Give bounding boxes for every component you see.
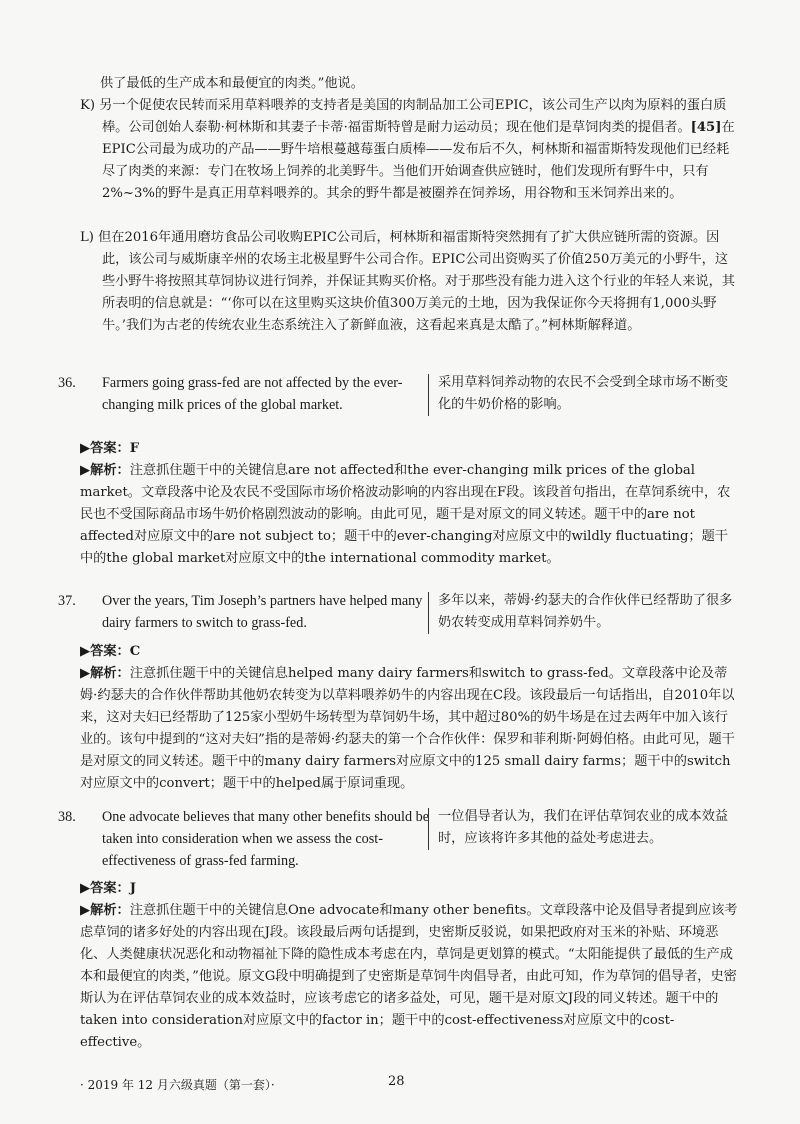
question-36-text: Farmers going grass-fed are not affected by the ever-changing milk prices of the global market. bbox=[102, 375, 403, 413]
paragraph-l bbox=[80, 227, 740, 337]
paragraph-l-label: L) bbox=[80, 230, 94, 245]
question-37-answer bbox=[80, 641, 140, 663]
question-38-answer bbox=[80, 878, 136, 900]
intro-line: 供了最低的生产成本和最便宜的肉类。”他说。 bbox=[100, 76, 364, 91]
answer-label: ▶答案： bbox=[80, 881, 130, 896]
question-37-cn: 多年以来，蒂姆·约瑟夫的合作伙伴已经帮助了很多奶农转变成用草料饲养奶牛。 bbox=[438, 593, 733, 630]
question-37-text: Over the years, Tim Joseph’s partners have helped many dairy farmers to switch to grass-fed. bbox=[102, 593, 423, 631]
analysis-label: ▶解析： bbox=[80, 463, 130, 478]
question-36-en bbox=[58, 372, 432, 416]
question-36-number: 36. bbox=[58, 375, 76, 391]
question-36-divider bbox=[428, 374, 429, 416]
analysis-label: ▶解析： bbox=[80, 666, 130, 681]
question-36-analysis bbox=[80, 460, 740, 570]
question-38-en bbox=[58, 806, 432, 872]
analysis-label: ▶解析： bbox=[80, 903, 130, 918]
analysis-text: 注意抓住题干中的关键信息are not affected和the ever-changing milk prices of the global market。文章段落中论及农民不受国际市场价格波动影响的内容出现在F段。该段首句指出，在草饲系统中，农民也不受国际商品市场牛奶价格剧烈波动的影响。由此可见，题干是对原文的同义转述。题干中的are not affected对应原文中的are not subject to；题干中的ever-changing对应原文中的wildly fluctuating；题干中的the global market对应原文中的the international commodity market。 bbox=[80, 463, 731, 566]
page-number: 28 bbox=[388, 1074, 405, 1089]
paragraph-k-text-b: 在EPIC公司最为成功的产品——野牛培根蔓越莓蛋白质棒——发布后不久，柯林斯和福雷斯特发现他们已经耗尽了肉类的来源：专门在牧场上饲养的北美野牛。当他们开始调查供应链时，他们发现所有野牛中，只有2%~3%的野牛是真正用草料喂养的。其余的野牛都是被圈养在饲养场，用谷物和玉米饲养出来的。 bbox=[102, 120, 735, 201]
answer-value: F bbox=[129, 441, 140, 456]
paragraph-l-text: 但在2016年通用磨坊食品公司收购EPIC公司后，柯林斯和福雷斯特突然拥有了扩大供应链所需的资源。因此，该公司与威斯康辛州的农场主北极星野牛公司合作。EPIC公司出资购买了价值250万美元的小野牛，这些小野牛将按照其草饲协议进行饲养，并保证其购买价格。对于那些没有能力进入这个行业的年轻人来说，其所表明的信息就是：“‘你可以在这里购买这块价值300万美元的土地，因为我保证你今天将拥有1,000头野牛。’我们为古老的传统农业生态系统注入了新鲜血液，这看起来真是太酷了。”柯林斯解释道。 bbox=[98, 230, 735, 333]
question-37-divider bbox=[428, 592, 429, 634]
answer-value: J bbox=[129, 881, 136, 896]
question-38-text: One advocate believes that many other benefits should be taken into consideration when we assess the cost-effectiveness of grass-fed farming. bbox=[102, 809, 429, 869]
answer-label: ▶答案： bbox=[80, 441, 130, 456]
question-38-number: 38. bbox=[58, 809, 76, 825]
answer-value: C bbox=[129, 644, 141, 659]
question-37-en bbox=[58, 590, 432, 634]
analysis-text: 注意抓住题干中的关键信息helped many dairy farmers和switch to grass-fed。文章段落中论及蒂姆·约瑟夫的合作伙伴帮助其他奶农转变为以草料喂养奶牛的内容出现在C段。该段最后一句话指出，自2010年以来，这对夫妇已经帮助了125家小型奶牛场转型为草饲奶牛场，其中超过80%的奶牛场是在过去两年中加入该行业的。该句中提到的“这对夫妇”指的是蒂姆·约瑟夫的第一个合作伙伴：保罗和菲利斯·阿姆伯格。由此可见，题干是对原文的同义转述。题干中的many dairy farmers对应原文中的125 small dairy farms；题干中的switch对应原文中的convert；题干中的helped属于原词重现。 bbox=[80, 666, 735, 791]
paragraph-k bbox=[80, 95, 740, 205]
question-38-analysis bbox=[80, 900, 740, 1054]
paragraph-k-label: K) bbox=[80, 98, 95, 113]
question-36-answer bbox=[80, 438, 139, 460]
paragraph-k-text-a: 另一个促使农民转而采用草料喂养的支持者是美国的肉制品加工公司EPIC，该公司生产以肉为原料的蛋白质棒。公司创始人泰勒·柯林斯和其妻子卡蒂·福雷斯特曾是耐力运动员；现在他们是草饲肉类的提倡者。 bbox=[99, 98, 727, 135]
paragraph-k-mark: [45] bbox=[690, 120, 722, 135]
analysis-text: 注意抓住题干中的关键信息One advocate和many other benefits。文章段落中论及倡导者提到应该考虑草饲的诸多好处的内容出现在J段。该段最后两句话提到，史密斯反驳说，如果把政府对玉米的补贴、环境恶化、人类健康状况恶化和动物福祉下降的隐性成本考虑在内，草饲是更划算的模式。“太阳能提供了最低的生产成本和最便宜的肉类，”他说。原文G段中明确提到了史密斯是草饲牛肉倡导者，由此可知，作为草饲的倡导者，史密斯认为在评估草饲农业的成本效益时，应该考虑它的诸多益处，可见，题干是对原文J段的同义转述。题干中的taken into consideration对应原文中的factor in；题干中的cost-effectiveness对应原文中的cost-effective。 bbox=[80, 903, 738, 1050]
footer-source: · 2019 年 12 月六级真题（第一套）· bbox=[80, 1078, 275, 1092]
question-38-divider bbox=[428, 808, 429, 850]
question-36-cn: 采用草料饲养动物的农民不会受到全球市场不断变化的牛奶价格的影响。 bbox=[438, 375, 729, 412]
question-37-analysis bbox=[80, 663, 740, 795]
question-37-number: 37. bbox=[58, 593, 76, 609]
answer-label: ▶答案： bbox=[80, 644, 130, 659]
question-38-cn: 一位倡导者认为，我们在评估草饲农业的成本效益时，应该将许多其他的益处考虑进去。 bbox=[438, 809, 729, 846]
